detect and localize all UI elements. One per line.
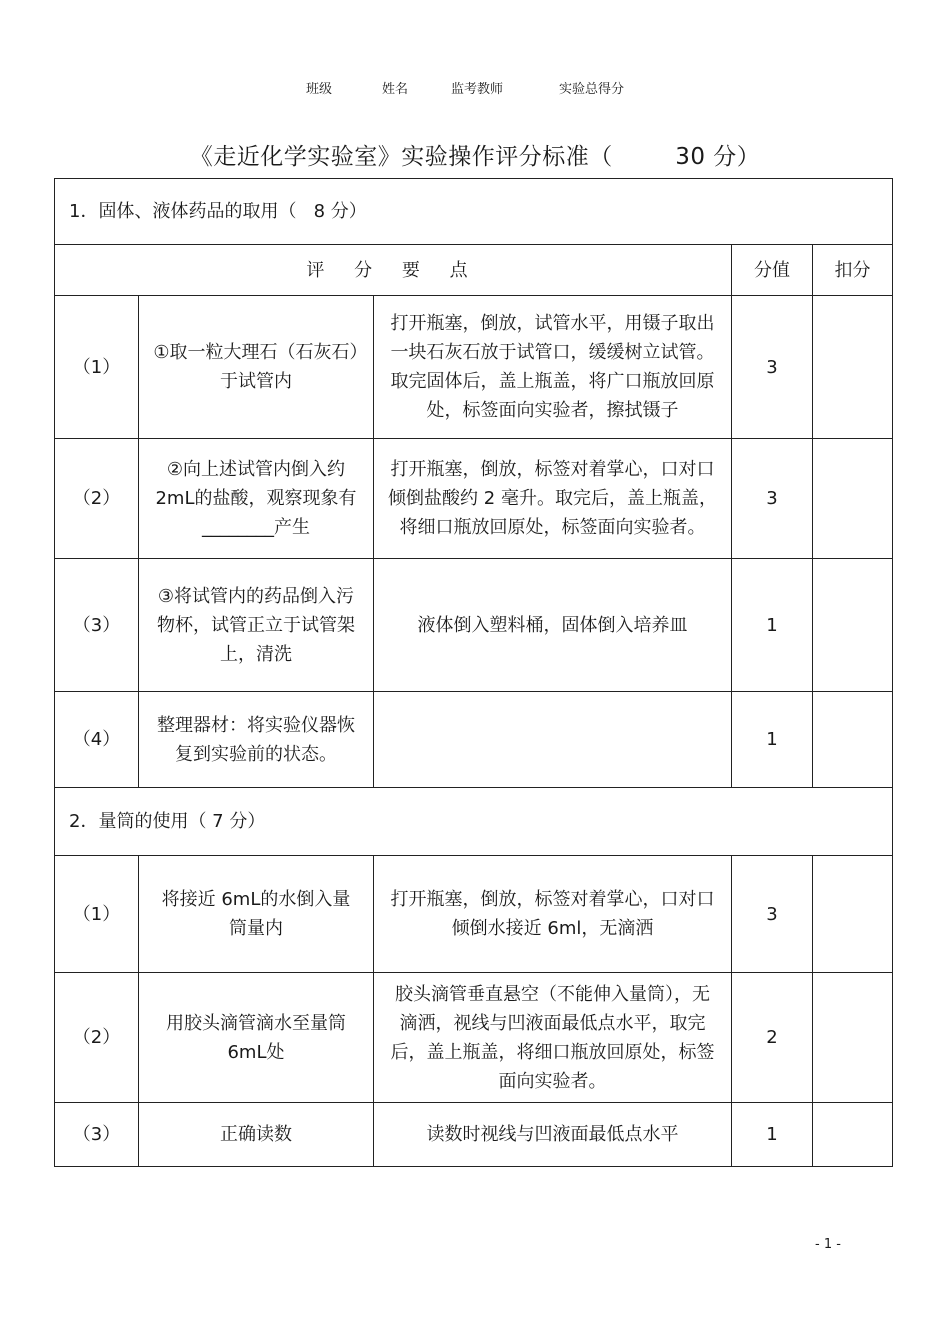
scoring-table xyxy=(54,178,893,1167)
scoring-criteria: 打开瓶塞，倒放，标签对着掌心，口对口倾倒盐酸约 2 毫升。取完后，盖上瓶盖，将细口瓶放回原处，标签面向实验者。 xyxy=(374,439,732,559)
proctor-field-label: 监考教师 xyxy=(451,82,504,97)
scoring-criteria xyxy=(374,692,732,788)
scoring-criteria: 读数时视线与凹液面最低点水平 xyxy=(374,1103,732,1167)
section-heading: 1．固体、液体药品的取用（ 8 分） xyxy=(55,179,893,245)
operation-item: ②向上述试管内倒入约 2mL的盐酸，观察现象有________产生 xyxy=(139,439,374,559)
row-index: （1） xyxy=(55,296,139,439)
deduction-cell[interactable] xyxy=(813,692,893,788)
deduction-cell[interactable] xyxy=(813,439,893,559)
section-heading-row xyxy=(55,179,893,245)
scoring-criteria: 液体倒入塑料桶，固体倒入培养皿 xyxy=(374,559,732,692)
row-index: （3） xyxy=(55,1103,139,1167)
deduction-cell[interactable] xyxy=(813,1103,893,1167)
column-header-row xyxy=(55,245,893,296)
table-row xyxy=(55,439,893,559)
scoring-criteria: 打开瓶塞，倒放，标签对着掌心，口对口倾倒水接近 6ml，无滴洒 xyxy=(374,856,732,973)
table-row xyxy=(55,1103,893,1167)
deduction-cell[interactable] xyxy=(813,559,893,692)
header-fields xyxy=(0,78,950,98)
operation-item: 用胶头滴管滴水至量筒 6mL处 xyxy=(139,973,374,1103)
class-field-label: 班级 xyxy=(306,82,333,97)
deduction-column-header: 扣分 xyxy=(813,245,893,296)
points-column-header: 评 分 要 点 xyxy=(55,245,732,296)
score-column-header: 分值 xyxy=(732,245,813,296)
page-title: 《走近化学实验室》实验操作评分标准（ 30 分） xyxy=(189,144,761,170)
score-value: 1 xyxy=(732,692,813,788)
table-row xyxy=(55,973,893,1103)
section-heading: 2．量筒的使用（ 7 分） xyxy=(55,788,893,856)
operation-item: ③将试管内的药品倒入污物杯，试管正立于试管架上，清洗 xyxy=(139,559,374,692)
name-field-label: 姓名 xyxy=(382,82,409,97)
row-index: （2） xyxy=(55,439,139,559)
operation-item: ①取一粒大理石（石灰石）于试管内 xyxy=(139,296,374,439)
score-value: 1 xyxy=(732,1103,813,1167)
operation-item: 正确读数 xyxy=(139,1103,374,1167)
row-index: （2） xyxy=(55,973,139,1103)
table-row xyxy=(55,559,893,692)
page-number: - 1 - xyxy=(815,1237,841,1252)
operation-item: 将接近 6mL的水倒入量筒量内 xyxy=(139,856,374,973)
score-value: 3 xyxy=(732,296,813,439)
total-score-field-label: 实验总得分 xyxy=(559,82,625,97)
scoring-criteria: 打开瓶塞，倒放，试管水平，用镊子取出一块石灰石放于试管口，缓缓树立试管。取完固体后，盖上瓶盖，将广口瓶放回原处，标签面向实验者，擦拭镊子 xyxy=(374,296,732,439)
scoring-criteria: 胶头滴管垂直悬空（不能伸入量筒），无滴洒，视线与凹液面最低点水平，取完后，盖上瓶盖，将细口瓶放回原处，标签面向实验者。 xyxy=(374,973,732,1103)
row-index: （4） xyxy=(55,692,139,788)
table-row xyxy=(55,296,893,439)
table-row xyxy=(55,856,893,973)
row-index: （1） xyxy=(55,856,139,973)
section-heading-row xyxy=(55,788,893,856)
score-value: 1 xyxy=(732,559,813,692)
table-row xyxy=(55,692,893,788)
row-index: （3） xyxy=(55,559,139,692)
score-value: 3 xyxy=(732,856,813,973)
score-value: 3 xyxy=(732,439,813,559)
deduction-cell[interactable] xyxy=(813,856,893,973)
deduction-cell[interactable] xyxy=(813,973,893,1103)
deduction-cell[interactable] xyxy=(813,296,893,439)
operation-item: 整理器材：将实验仪器恢复到实验前的状态。 xyxy=(139,692,374,788)
score-value: 2 xyxy=(732,973,813,1103)
